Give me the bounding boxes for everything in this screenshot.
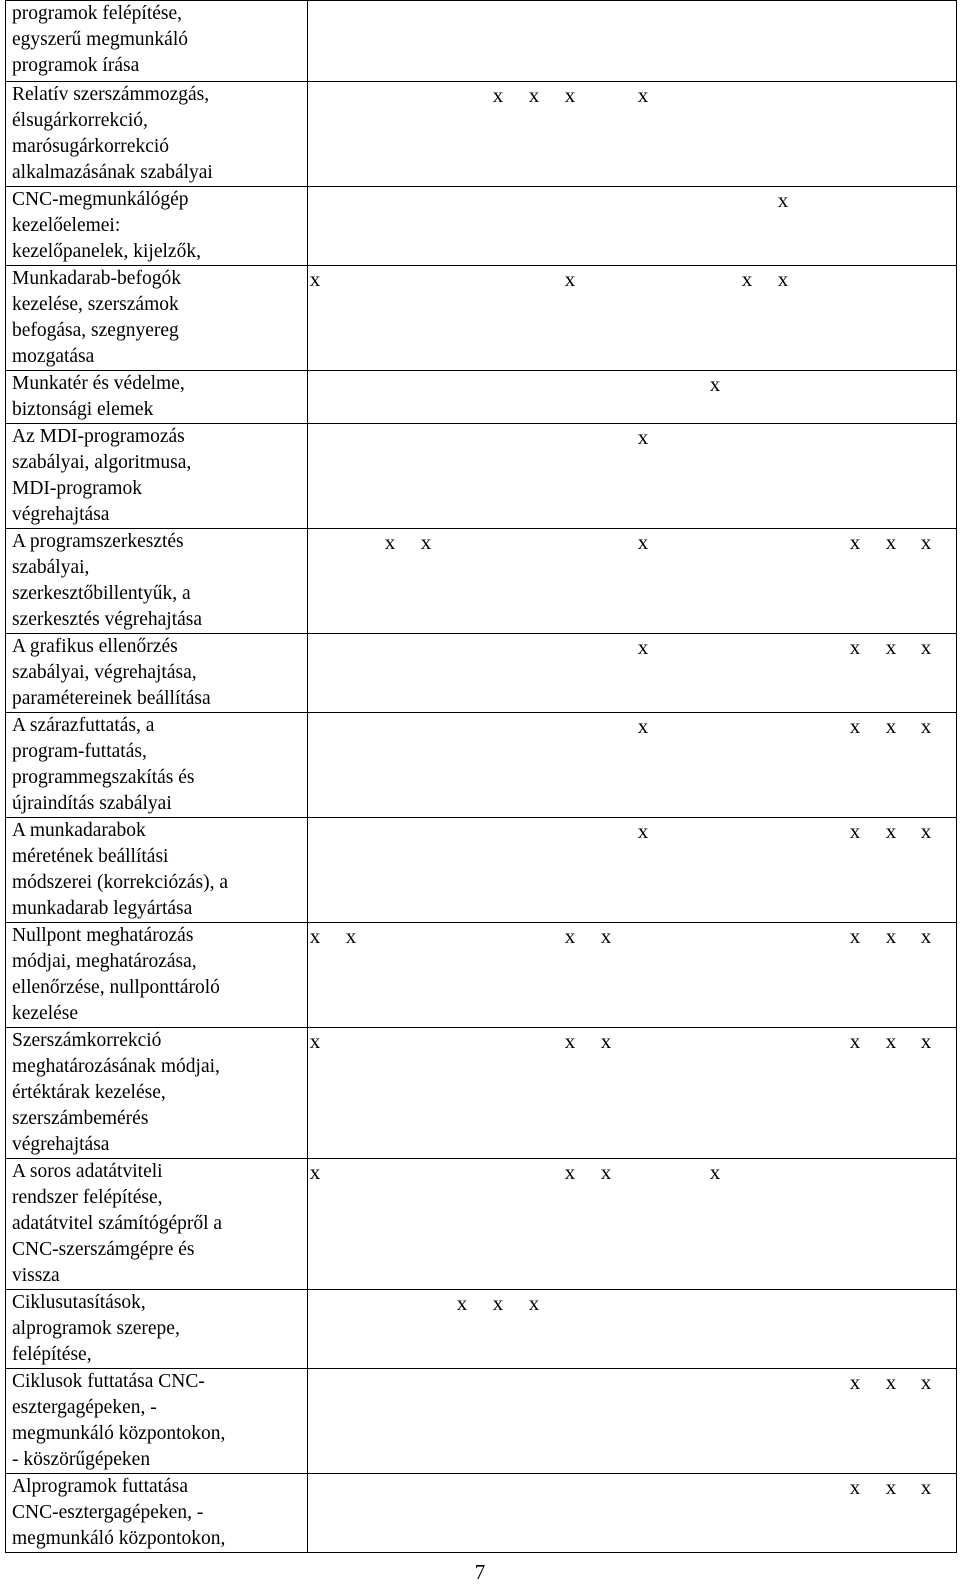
x-mark: x (564, 267, 576, 291)
x-mark: x (528, 1291, 540, 1315)
table-row (6, 266, 957, 371)
x-mark: x (885, 714, 897, 738)
marks-cell (308, 1474, 957, 1553)
topic-cell: Ciklusok futtatása CNC- esztergagépeken, - megmunkáló központokon, - köszörűgépeken (6, 1369, 308, 1474)
x-mark: x (564, 924, 576, 948)
x-mark: x (456, 1291, 468, 1315)
topic-cell: programok felépítése, egyszerű megmunkáló programok írása (6, 1, 308, 82)
table-row (6, 1474, 957, 1553)
table-row (6, 187, 957, 266)
topic-cell: A grafikus ellenőrzés szabályai, végrehajtása, paramétereinek beállítása (6, 634, 308, 713)
x-mark: x (564, 83, 576, 107)
table-row (6, 371, 957, 424)
x-mark: x (600, 924, 612, 948)
x-mark: x (849, 635, 861, 659)
x-mark: x (920, 530, 932, 554)
x-mark: x (600, 1160, 612, 1184)
marks-cell (308, 1290, 957, 1369)
marks-cell (308, 82, 957, 187)
topic-cell: A soros adatátviteli rendszer felépítése, adatátvitel számítógépről a CNC-szerszámgépre és vissza (6, 1159, 308, 1290)
x-mark: x (492, 1291, 504, 1315)
table-row (6, 424, 957, 529)
x-mark: x (420, 530, 432, 554)
table-row (6, 1290, 957, 1369)
marks-cell (308, 923, 957, 1028)
page-number: 7 (474, 1560, 486, 1584)
topic-cell: Ciklusutasítások, alprogramok szerepe, felépítése, (6, 1290, 308, 1369)
topic-cell: Szerszámkorrekció meghatározásának módjai, értéktárak kezelése, szerszámbemérés végrehajtása (6, 1028, 308, 1159)
topic-cell: A munkadarabok méretének beállítási módszerei (korrekciózás), a munkadarab legyártása (6, 818, 308, 923)
x-mark: x (309, 1029, 321, 1053)
x-mark: x (600, 1029, 612, 1053)
x-mark: x (345, 924, 357, 948)
x-mark: x (885, 530, 897, 554)
x-mark: x (709, 372, 721, 396)
table-row (6, 1, 957, 82)
topic-cell: A programszerkesztés szabályai, szerkesztőbillentyűk, a szerkesztés végrehajtása (6, 529, 308, 634)
topic-cell: Nullpont meghatározás módjai, meghatározása, ellenőrzése, nullponttároló kezelése (6, 923, 308, 1028)
x-mark: x (920, 819, 932, 843)
x-mark: x (309, 924, 321, 948)
x-mark: x (920, 924, 932, 948)
marks-cell (308, 266, 957, 371)
x-mark: x (920, 635, 932, 659)
x-mark: x (885, 1029, 897, 1053)
table-row (6, 1028, 957, 1159)
marks-cell (308, 1159, 957, 1290)
x-mark: x (637, 425, 649, 449)
topic-cell: Az MDI-programozás szabályai, algoritmusa, MDI-programok végrehajtása (6, 424, 308, 529)
x-mark: x (637, 819, 649, 843)
table-row (6, 818, 957, 923)
table-row (6, 82, 957, 187)
marks-cell (308, 1369, 957, 1474)
x-mark: x (885, 819, 897, 843)
table-row (6, 923, 957, 1028)
x-mark: x (885, 924, 897, 948)
x-mark: x (920, 1475, 932, 1499)
competency-matrix-table (5, 0, 957, 1553)
topic-cell: Munkadarab-befogók kezelése, szerszámok befogása, szegnyereg mozgatása (6, 266, 308, 371)
topic-cell: Alprogramok futtatása CNC-esztergagépeken, - megmunkáló központokon, (6, 1474, 308, 1553)
table-row (6, 634, 957, 713)
x-mark: x (849, 924, 861, 948)
x-mark: x (849, 1370, 861, 1394)
x-mark: x (777, 267, 789, 291)
table-row (6, 529, 957, 634)
x-mark: x (637, 635, 649, 659)
x-mark: x (885, 1370, 897, 1394)
x-mark: x (564, 1160, 576, 1184)
x-mark: x (849, 819, 861, 843)
x-mark: x (637, 83, 649, 107)
x-mark: x (637, 714, 649, 738)
x-mark: x (849, 1029, 861, 1053)
table-row (6, 713, 957, 818)
x-mark: x (777, 188, 789, 212)
x-mark: x (920, 1029, 932, 1053)
marks-cell (308, 713, 957, 818)
x-mark: x (564, 1029, 576, 1053)
x-mark: x (741, 267, 753, 291)
marks-cell (308, 371, 957, 424)
marks-cell (308, 1028, 957, 1159)
x-mark: x (637, 530, 649, 554)
table-row (6, 1159, 957, 1290)
x-mark: x (885, 1475, 897, 1499)
table-row (6, 1369, 957, 1474)
x-mark: x (492, 83, 504, 107)
x-mark: x (309, 267, 321, 291)
x-mark: x (709, 1160, 721, 1184)
topic-cell: Relatív szerszámmozgás, élsugárkorrekció, marósugárkorrekció alkalmazásának szabályai (6, 82, 308, 187)
marks-cell (308, 187, 957, 266)
x-mark: x (920, 714, 932, 738)
marks-cell (308, 529, 957, 634)
x-mark: x (309, 1160, 321, 1184)
marks-cell (308, 634, 957, 713)
topic-cell: CNC-megmunkálógép kezelőelemei: kezelőpanelek, kijelzők, (6, 187, 308, 266)
marks-cell (308, 818, 957, 923)
x-mark: x (528, 83, 540, 107)
x-mark: x (849, 714, 861, 738)
topic-cell: A szárazfuttatás, a program-futtatás, programmegszakítás és újraindítás szabályai (6, 713, 308, 818)
x-mark: x (849, 530, 861, 554)
topic-cell: Munkatér és védelme, biztonsági elemek (6, 371, 308, 424)
marks-cell (308, 1, 957, 82)
x-mark: x (849, 1475, 861, 1499)
marks-cell (308, 424, 957, 529)
x-mark: x (920, 1370, 932, 1394)
matrix-body (6, 1, 957, 1553)
x-mark: x (885, 635, 897, 659)
x-mark: x (384, 530, 396, 554)
